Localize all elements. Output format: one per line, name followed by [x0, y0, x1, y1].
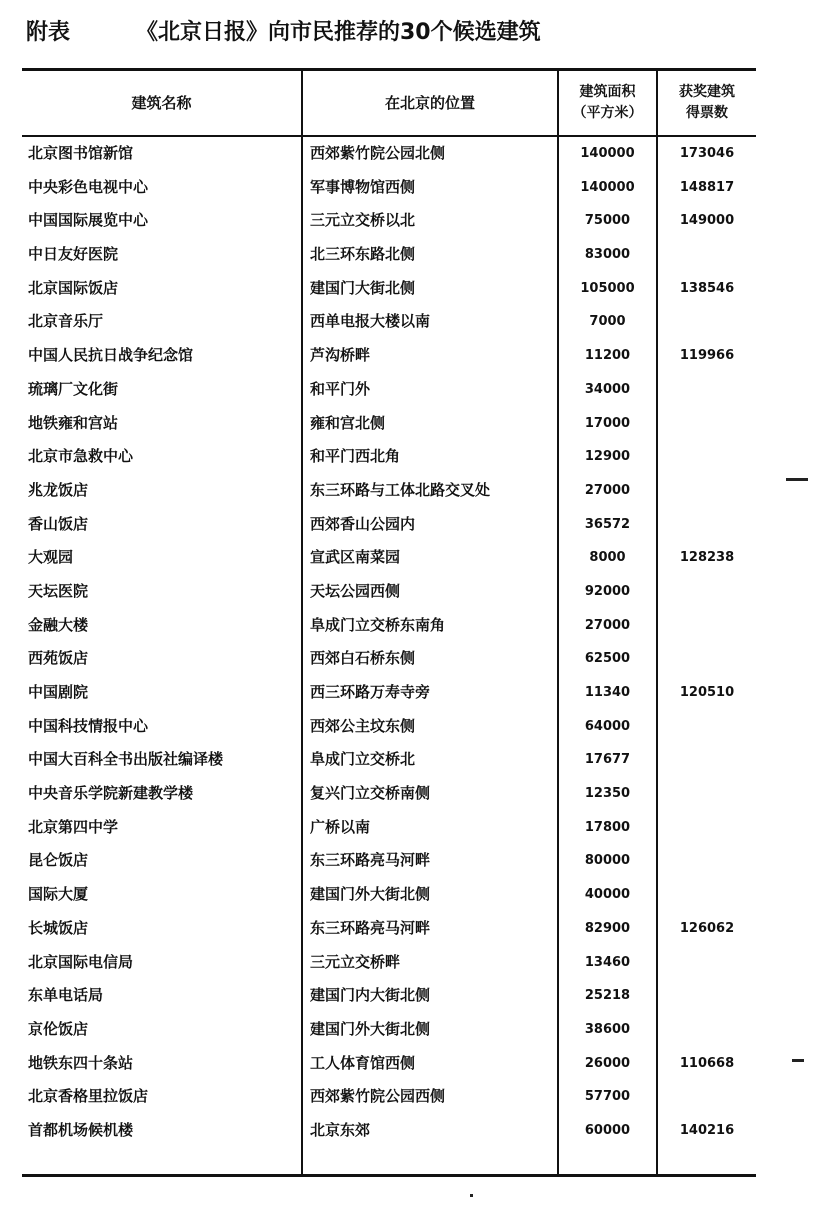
cell-location: 广桥以南 [310, 817, 371, 836]
cell-votes: 148817 [679, 179, 735, 195]
cell-name: 西苑饭店 [28, 649, 89, 668]
cell-name: 香山饭店 [28, 514, 89, 533]
cell-name: 金融大楼 [28, 615, 89, 634]
cell-name: 地铁东四十条站 [28, 1053, 134, 1072]
cell-votes: 138546 [679, 280, 735, 296]
cell-area: 26000 [584, 1055, 631, 1071]
cell-name: 中央彩色电视中心 [28, 177, 149, 196]
cell-votes [658, 440, 756, 474]
table-row [22, 777, 756, 811]
scan-mark [470, 1194, 473, 1197]
cell-votes [658, 373, 756, 407]
cell-name: 大观园 [28, 548, 74, 567]
cell-area: 57700 [584, 1089, 631, 1105]
cell-name: 北京音乐厅 [28, 312, 104, 331]
cell-location: 天坛公园西侧 [310, 581, 401, 600]
cell-name: 首都机场候机楼 [28, 1120, 134, 1139]
cell-name: 中国科技情报中心 [28, 716, 149, 735]
cell-name: 北京图书馆新馆 [28, 144, 134, 162]
cell-location: 三元立交桥以北 [310, 211, 416, 230]
cell-area: 7000 [589, 314, 626, 330]
cell-area: 140000 [580, 179, 635, 195]
cell-location: 三元立交桥畔 [310, 952, 401, 971]
cell-location: 芦沟桥畔 [310, 346, 371, 365]
cell-area: 75000 [584, 213, 631, 229]
table-row [22, 575, 756, 609]
cell-votes [658, 575, 756, 609]
table-row [22, 407, 756, 441]
cell-location: 西郊紫竹院公园西侧 [310, 1087, 446, 1106]
table-row [22, 912, 756, 946]
cell-votes: 120510 [679, 685, 735, 700]
table-row [22, 710, 756, 744]
cell-votes [658, 946, 756, 980]
table-title: 《北京日报》向市民推荐的30个候选建筑 [136, 20, 541, 45]
cell-votes: 110668 [679, 1055, 735, 1071]
cell-location: 西单电报大楼以南 [310, 312, 431, 331]
cell-name: 琉璃厂文化街 [28, 379, 119, 398]
cell-votes [658, 238, 756, 272]
cell-votes [658, 743, 756, 777]
table-row [22, 137, 756, 171]
cell-location: 宣武区南菜园 [310, 548, 401, 567]
cell-location: 东三环路与工体北路交叉处 [310, 480, 491, 499]
cell-name: 北京香格里拉饭店 [28, 1087, 149, 1106]
cell-area: 36572 [584, 516, 631, 532]
cell-area: 17677 [584, 752, 631, 768]
cell-votes [658, 844, 756, 878]
cell-location: 复兴门立交桥南侧 [310, 784, 431, 803]
cell-name: 中央音乐学院新建教学楼 [28, 784, 194, 803]
cell-votes [658, 609, 756, 643]
cell-votes [658, 474, 756, 508]
cell-name: 中国剧院 [28, 683, 89, 701]
cell-votes [658, 407, 756, 441]
cell-area: 17000 [584, 415, 631, 431]
table-row [22, 238, 756, 272]
cell-votes [658, 508, 756, 542]
cell-area: 25218 [584, 988, 631, 1004]
cell-name: 北京国际电信局 [28, 952, 134, 971]
cell-name: 昆仑饭店 [28, 851, 89, 870]
table-row [22, 642, 756, 676]
cell-name: 北京第四中学 [28, 817, 119, 836]
cell-votes: 173046 [679, 146, 735, 161]
header-area: 建筑面积 （平方米） [572, 84, 643, 121]
cell-area: 105000 [580, 280, 635, 296]
table-row [22, 204, 756, 238]
cell-name: 中国大百科全书出版社编译楼 [28, 750, 224, 769]
cell-location: 阜成门立交桥北 [310, 750, 416, 769]
table-row [22, 609, 756, 643]
table-row [22, 339, 756, 373]
table-row [22, 1114, 756, 1148]
cell-votes [658, 878, 756, 912]
cell-location: 西郊紫竹院公园北侧 [310, 144, 446, 162]
table-row [22, 373, 756, 407]
cell-location: 西郊白石桥东侧 [310, 649, 416, 668]
cell-area: 8000 [589, 550, 626, 566]
cell-name: 国际大厦 [28, 885, 89, 904]
cell-area: 27000 [584, 482, 631, 498]
cell-votes [658, 811, 756, 845]
cell-votes [658, 777, 756, 811]
cell-area: 64000 [584, 718, 631, 734]
cell-name: 中日友好医院 [28, 245, 119, 264]
cell-name: 北京市急救中心 [28, 447, 134, 466]
table-row [22, 508, 756, 542]
cell-votes: 149000 [679, 213, 735, 229]
header-name: 建筑名称 [131, 93, 192, 112]
table-row [22, 844, 756, 878]
cell-location: 西郊公主坟东侧 [310, 716, 416, 735]
cell-area: 12350 [584, 786, 631, 802]
cell-location: 北京东郊 [310, 1120, 371, 1139]
cell-location: 和平门西北角 [310, 447, 401, 466]
cell-name: 兆龙饭店 [28, 480, 89, 499]
cell-location: 东三环路亮马河畔 [310, 851, 431, 870]
table-row [22, 946, 756, 980]
cell-name: 北京国际饭店 [28, 278, 119, 297]
table-row [22, 1047, 756, 1081]
cell-votes [658, 1013, 756, 1047]
cell-location: 建国门大街北侧 [310, 278, 416, 297]
cell-area: 80000 [584, 853, 631, 869]
cell-name: 京伦饭店 [28, 1019, 89, 1038]
cell-area: 83000 [584, 247, 631, 263]
cell-area: 27000 [584, 617, 631, 633]
table-row [22, 743, 756, 777]
cell-name: 长城饭店 [28, 918, 89, 937]
cell-votes [658, 979, 756, 1013]
table-row [22, 305, 756, 339]
cell-area: 62500 [584, 651, 631, 667]
cell-area: 60000 [584, 1122, 631, 1138]
cell-area: 13460 [584, 954, 631, 970]
cell-location: 东三环路亮马河畔 [310, 918, 431, 937]
cell-area: 12900 [584, 449, 631, 465]
cell-area: 140000 [580, 146, 635, 161]
cell-votes: 128238 [679, 550, 735, 566]
cell-area: 11200 [584, 348, 631, 364]
cell-votes [658, 710, 756, 744]
cell-votes [658, 305, 756, 339]
cell-location: 西郊香山公园内 [310, 514, 416, 533]
cell-location: 阜成门立交桥东南角 [310, 615, 446, 634]
table-bottom-rule [22, 1174, 756, 1177]
appendix-tag: 附表 [26, 20, 71, 45]
table-row [22, 171, 756, 205]
cell-location: 建国门外大街北侧 [310, 885, 431, 904]
cell-name: 中国国际展览中心 [28, 211, 149, 230]
cell-name: 东单电话局 [28, 986, 104, 1005]
cell-votes: 119966 [679, 348, 735, 364]
cell-area: 40000 [584, 887, 631, 903]
table-row [22, 1013, 756, 1047]
cell-area: 11340 [584, 685, 631, 700]
table-row [22, 541, 756, 575]
cell-location: 西三环路万寿寺旁 [310, 683, 431, 701]
table-row [22, 272, 756, 306]
cell-area: 92000 [584, 583, 631, 599]
cell-votes [658, 642, 756, 676]
table-row [22, 474, 756, 508]
cell-name: 天坛医院 [28, 581, 89, 600]
page-title [26, 14, 541, 52]
buildings-table [22, 68, 756, 1179]
header-location: 在北京的位置 [384, 93, 475, 112]
cell-location: 建国门外大街北侧 [310, 1019, 431, 1038]
header-votes: 获奖建筑 得票数 [679, 84, 735, 121]
cell-name: 中国人民抗日战争纪念馆 [28, 346, 194, 365]
cell-votes: 140216 [679, 1122, 735, 1138]
cell-location: 北三环东路北侧 [310, 245, 416, 264]
table-row [22, 878, 756, 912]
cell-area: 34000 [584, 381, 631, 397]
cell-location: 雍和宫北侧 [310, 413, 386, 432]
scan-mark [786, 478, 808, 481]
table-row [22, 676, 756, 710]
cell-location: 和平门外 [310, 379, 371, 398]
cell-location: 军事博物馆西侧 [310, 177, 416, 196]
table-row [22, 811, 756, 845]
cell-area: 38600 [584, 1021, 631, 1037]
cell-area: 17800 [584, 819, 631, 835]
table-row [22, 979, 756, 1013]
table-body [22, 137, 756, 1148]
table-row [22, 1080, 756, 1114]
cell-area: 82900 [584, 920, 631, 936]
cell-location: 建国门内大街北侧 [310, 986, 431, 1005]
scan-mark [792, 1059, 804, 1062]
table-row [22, 440, 756, 474]
cell-location: 工人体育馆西侧 [310, 1053, 416, 1072]
cell-votes: 126062 [679, 920, 735, 936]
cell-votes [658, 1080, 756, 1114]
cell-name: 地铁雍和宫站 [28, 413, 119, 432]
